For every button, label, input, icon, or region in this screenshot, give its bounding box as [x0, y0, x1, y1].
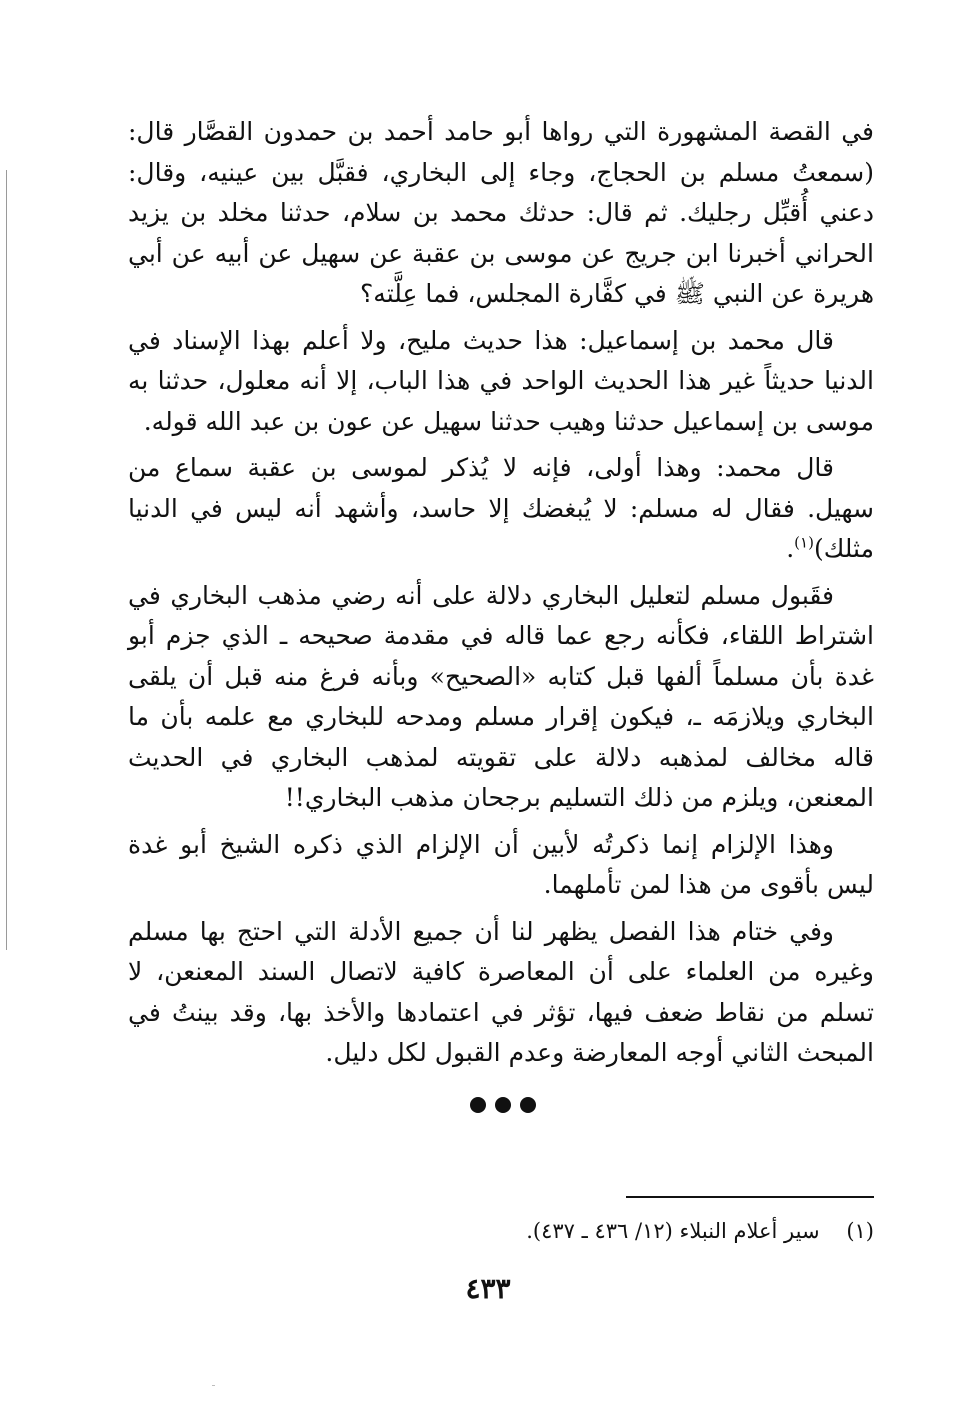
footnote-text: سير أعلام النبلاء (١٢/ ٤٣٦ ـ ٤٣٧).	[526, 1219, 820, 1243]
paragraph-4: فقَبول مسلم لتعليل البخاري دلالة على أنه رضي مذهب البخاري في اشتراط اللقاء، فكأنه رجع عما قاله في مقدمة صحيحه ـ الذي جزم أبو غدة بأن مسلماً ألفها قبل كتابه «الصحيح» وبأنه فرغ منه قبل أن يلقى البخاري ويلازمَه ـ، فيكون إقرار مسلم ومدحه للبخاري مع علمه بأن ما قاله مخالف لمذهبه دلالة على تقويته لمذهب البخاري في الحديث المعنعن، ويلزم من ذلك التسليم برجحان مذهب البخاري!!	[128, 580, 874, 812]
paragraph-3-tail: .	[786, 534, 795, 563]
scan-margin-line	[6, 170, 7, 950]
paragraph-1: في القصة المشهورة التي رواها أبو حامد أحمد بن حمدون القصَّار قال: (سمعتُ مسلم بن الحجاج، وجاء إلى البخاري، فقبَّل بين عينيه، وقال: دعني أُقبِّل رجليك. ثم قال: حدثك محمد بن سلام، حدثنا مخلد بن يزيد الحراني أخبرنا ابن جريج عن موسى بن عقبة عن سهيل عن أبيه عن أبي هريرة عن النبي ﷺ في كفَّارة المجلس، فما عِلَّته؟	[128, 117, 874, 308]
body-text	[128, 112, 874, 1080]
paragraph-3-text: قال محمد: وهذا أولى، فإنه لا يُذكر لموسى بن عقبة سماع من سهيل. فقال له مسلم: لا يُبغضك إلا حاسد، وأشهد أنه ليس في الدنيا مثلك)	[128, 453, 874, 563]
section-separator	[470, 1096, 536, 1114]
paragraph-6: وفي ختام هذا الفصل يظهر لنا أن جميع الأدلة التي احتج بها مسلم وغيره من العلماء على أن المعاصرة كافية لاتصال السند المعنعن، لا تسلم من نقاط ضعف فيها، تؤثر في اعتمادها والأخذ بها، وقد بينتُ في المبحث الثاني أوجه المعارضة وعدم القبول لكل دليل.	[128, 916, 874, 1067]
footnote	[430, 1216, 874, 1246]
footnote-reference[interactable]: (١)	[794, 533, 814, 552]
paragraph-2: قال محمد بن إسماعيل: هذا حديث مليح، ولا أعلم بهذا الإسناد في الدنيا حديثاً غير هذا الحديث الواحد في هذا الباب، إلا أنه معلول، حدثنا به موسى بن إسماعيل حدثنا وهيب حدثنا سهيل عن عون بن عبد الله قوله.	[128, 325, 874, 436]
paragraph-5: وهذا الإلزام إنما ذكرتُه لأبين أن الإلزام الذي ذكره الشيخ أبو غدة ليس بأقوى من هذا لمن تأملهما.	[128, 829, 874, 899]
page-number: ٤٣٣	[465, 1272, 511, 1305]
paragraph-3	[128, 448, 874, 570]
separator-dot	[470, 1097, 486, 1113]
separator-dot	[495, 1097, 511, 1113]
scan-speck	[212, 1385, 215, 1386]
footnote-divider	[626, 1196, 874, 1198]
separator-dot	[520, 1097, 536, 1113]
footnote-marker: (١)	[846, 1219, 874, 1243]
